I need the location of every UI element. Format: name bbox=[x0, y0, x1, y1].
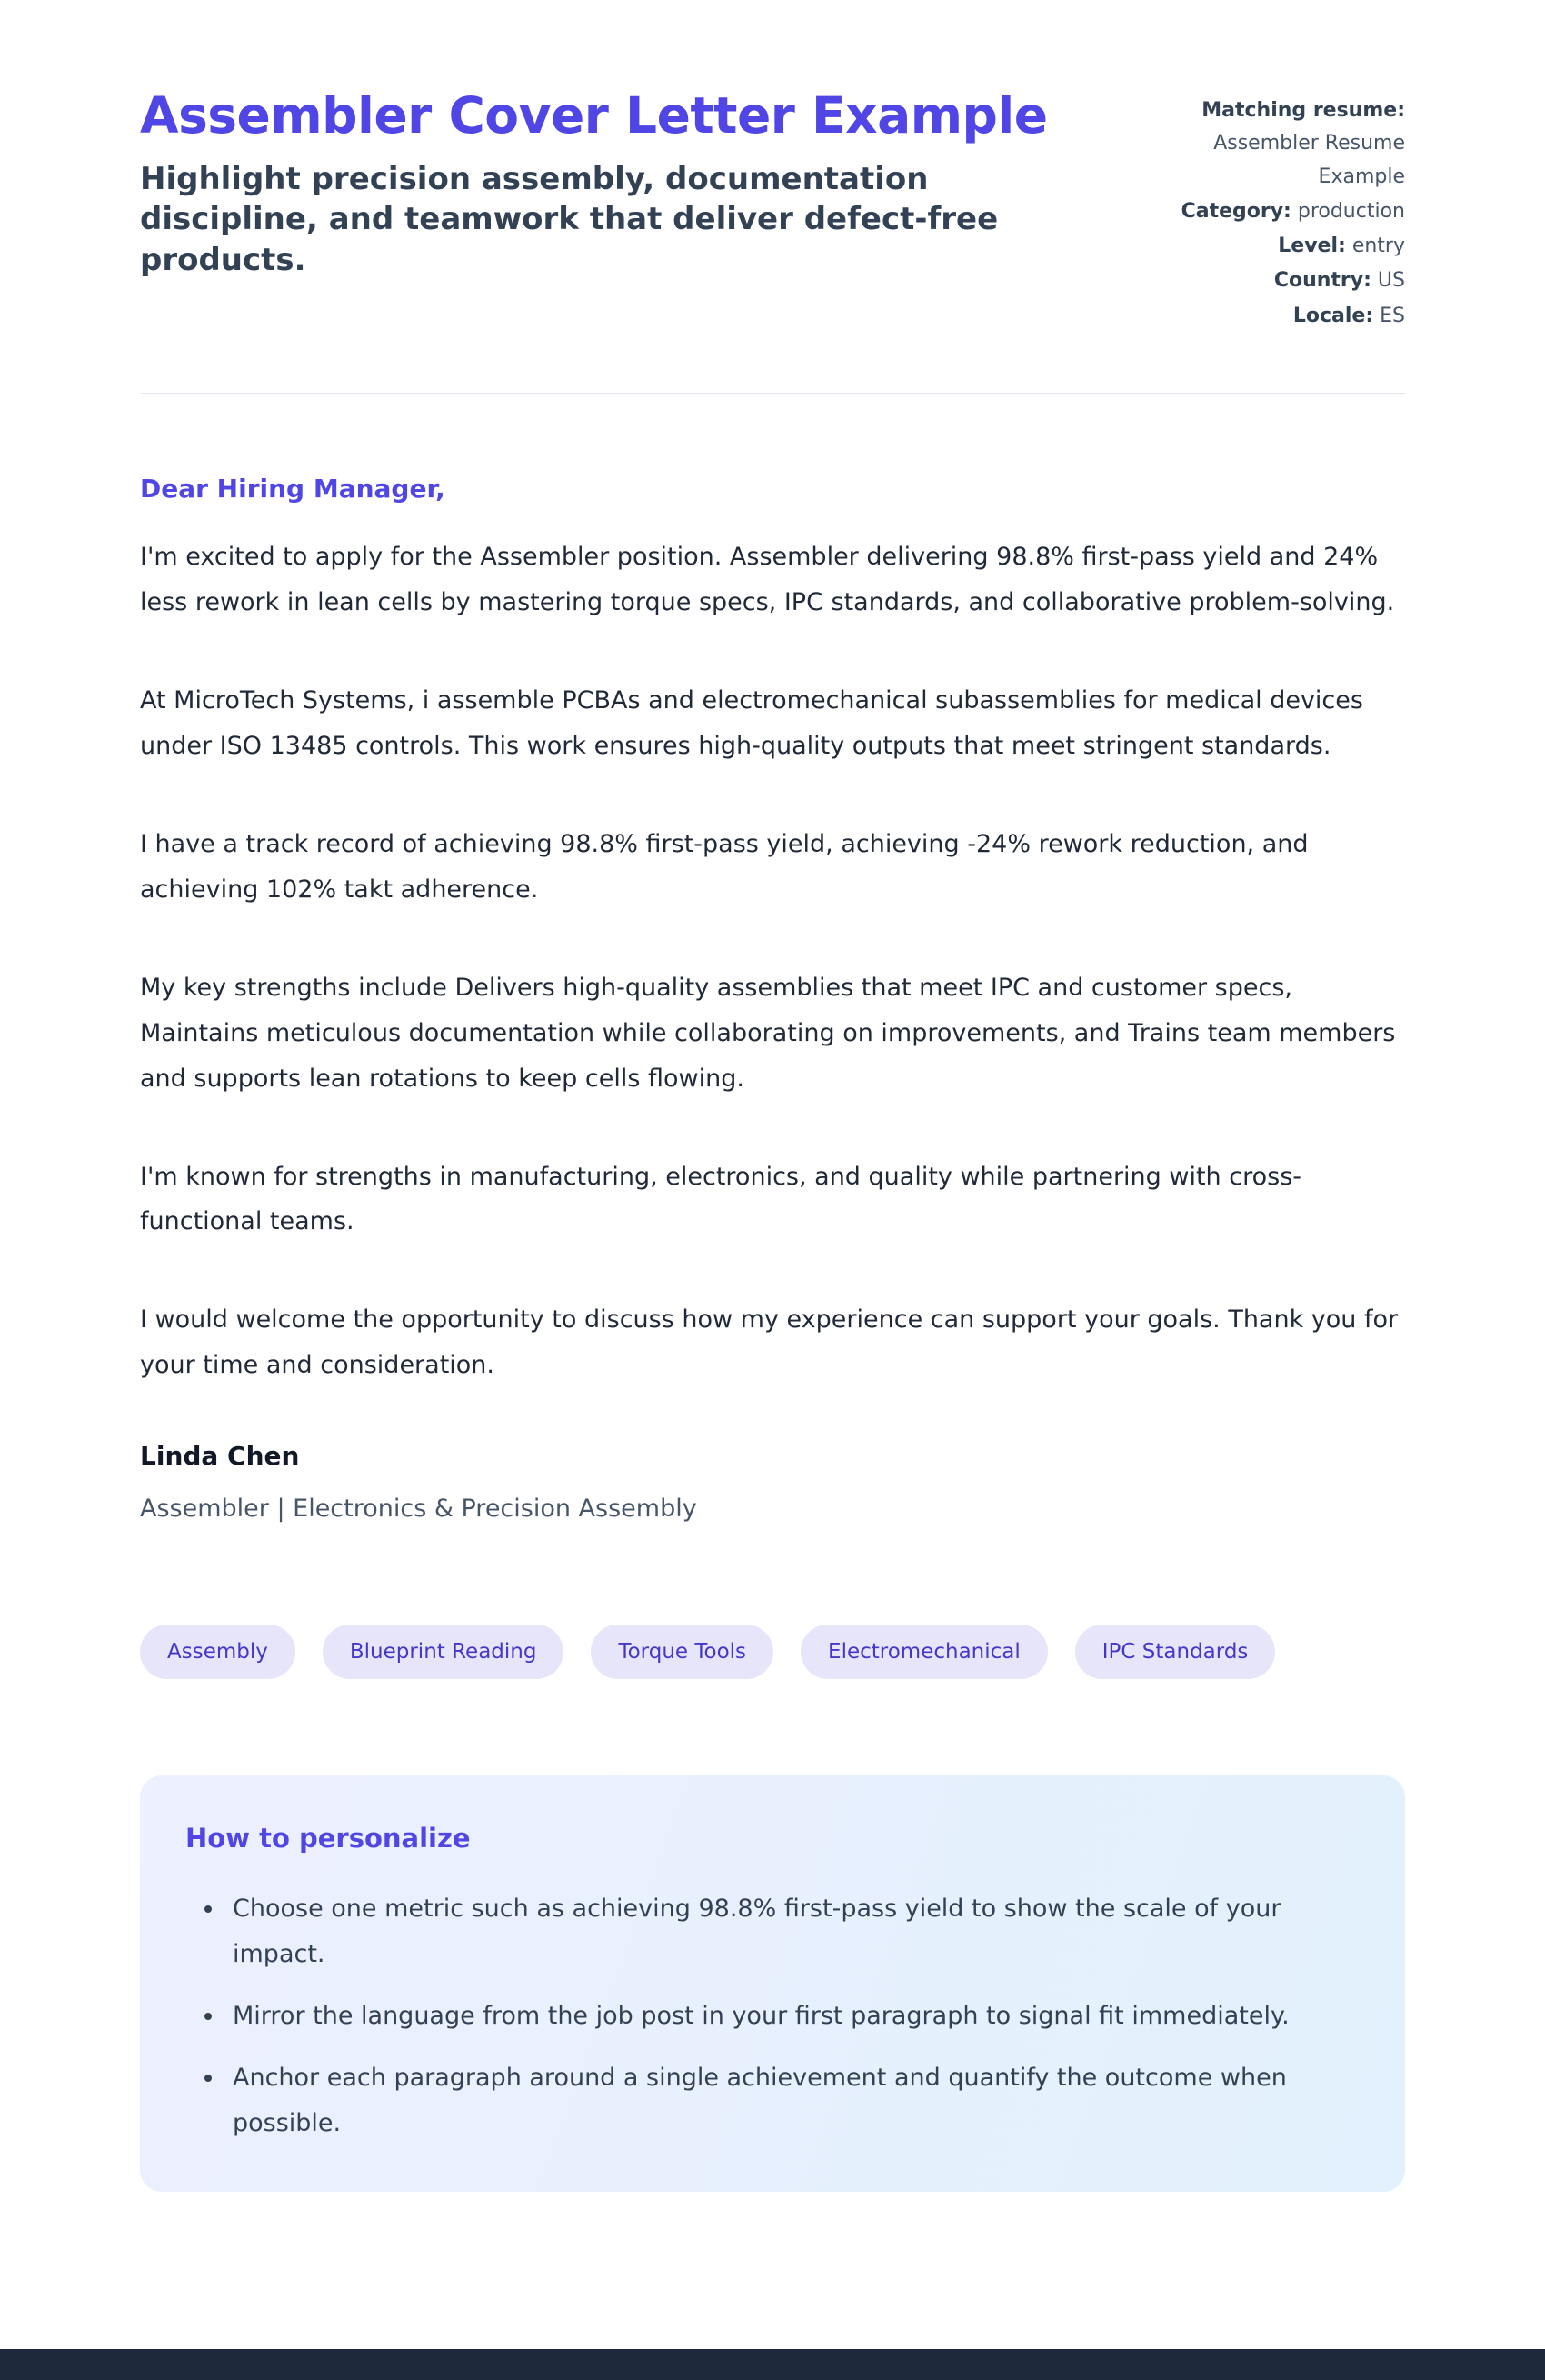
skill-tag-torque-tools: Torque Tools bbox=[591, 1625, 773, 1679]
meta-label: Country: bbox=[1273, 269, 1371, 293]
meta-value: production bbox=[1297, 199, 1405, 223]
skill-tag-blueprint-reading: Blueprint Reading bbox=[323, 1625, 564, 1679]
cover-letter-body bbox=[140, 474, 1405, 1523]
signature-name: Linda Chen bbox=[140, 1441, 300, 1472]
meta-row-category bbox=[1158, 195, 1405, 228]
meta-row-country bbox=[1158, 265, 1405, 297]
page-container bbox=[140, 0, 1405, 2192]
skill-tag-assembly: Assembly bbox=[140, 1625, 295, 1679]
skill-tag-ipc-standards: IPC Standards bbox=[1075, 1625, 1276, 1679]
salutation: Dear Hiring Manager, bbox=[140, 474, 445, 505]
personalize-title: How to personalize bbox=[185, 1823, 471, 1855]
meta-label: Category: bbox=[1181, 199, 1291, 223]
skill-tag-electromechanical: Electromechanical bbox=[801, 1625, 1048, 1679]
how-to-personalize-card bbox=[140, 1775, 1405, 2192]
meta-label: Locale: bbox=[1292, 304, 1374, 327]
header bbox=[140, 87, 1405, 335]
letter-paragraph: I have a track record of achieving 98.8% first-pass yield, achieving -24% rework reduction, and achieving 102% takt adherence. bbox=[140, 829, 1309, 904]
meta-value: Assembler Resume Example bbox=[1213, 132, 1405, 188]
letter-paragraph: I'm excited to apply for the Assembler position. Assembler delivering 98.8% first-pass yield and 24% less rework in lean cells by mastering torque specs, IPC standards, and collaborative problem-solving. bbox=[140, 543, 1395, 617]
header-divider bbox=[140, 393, 1405, 394]
meta-panel bbox=[1158, 87, 1405, 335]
meta-label: Level: bbox=[1278, 235, 1346, 258]
page-title: Assembler Cover Letter Example bbox=[140, 86, 1048, 145]
meta-value: ES bbox=[1380, 304, 1405, 327]
letter-paragraph: At MicroTech Systems, i assemble PCBAs and electromechanical subassemblies for medical devices under ISO 13485 controls. This work ensures high-quality outputs that meet stringent standards. bbox=[140, 685, 1363, 760]
meta-value: US bbox=[1377, 269, 1405, 293]
letter-paragraph: My key strengths include Delivers high-quality assemblies that meet IPC and customer specs, Maintains meticulous documentation while collaborating on improvements, and Trains team members and supports lean rotations to keep cells flowing. bbox=[140, 973, 1396, 1093]
meta-row-matching-resume bbox=[1158, 95, 1405, 194]
footer-bar bbox=[0, 2349, 1545, 2380]
header-title-block bbox=[140, 87, 1058, 335]
page-subtitle: Highlight precision assembly, documentation discipline, and teamwork that deliver defect-free products. bbox=[140, 161, 999, 278]
letter-paragraph: I'm known for strengths in manufacturing, electronics, and quality while partnering with cross-functional teams. bbox=[140, 1162, 1302, 1236]
personalize-tip-list bbox=[185, 1886, 1360, 2146]
letter-paragraph: I would welcome the opportunity to discuss how my experience can support your goals. Thank you for your time and consideration. bbox=[140, 1305, 1399, 1380]
skill-tags bbox=[140, 1625, 1405, 1679]
meta-value: entry bbox=[1351, 235, 1405, 258]
personalize-tip: • Mirror the language from the job post in your first paragraph to signal fit immediately. bbox=[225, 1994, 1360, 2039]
meta-row-level bbox=[1158, 230, 1405, 263]
personalize-tip: • Anchor each paragraph around a single achievement and quantify the outcome when possible. bbox=[225, 2055, 1360, 2146]
personalize-tip: • Choose one metric such as achieving 98.8% first-pass yield to show the scale of your impact. bbox=[225, 1886, 1360, 1977]
meta-label: Matching resume: bbox=[1201, 99, 1405, 122]
signature-role: Assembler | Electronics & Precision Assembly bbox=[140, 1495, 697, 1524]
meta-row-locale bbox=[1158, 300, 1405, 333]
